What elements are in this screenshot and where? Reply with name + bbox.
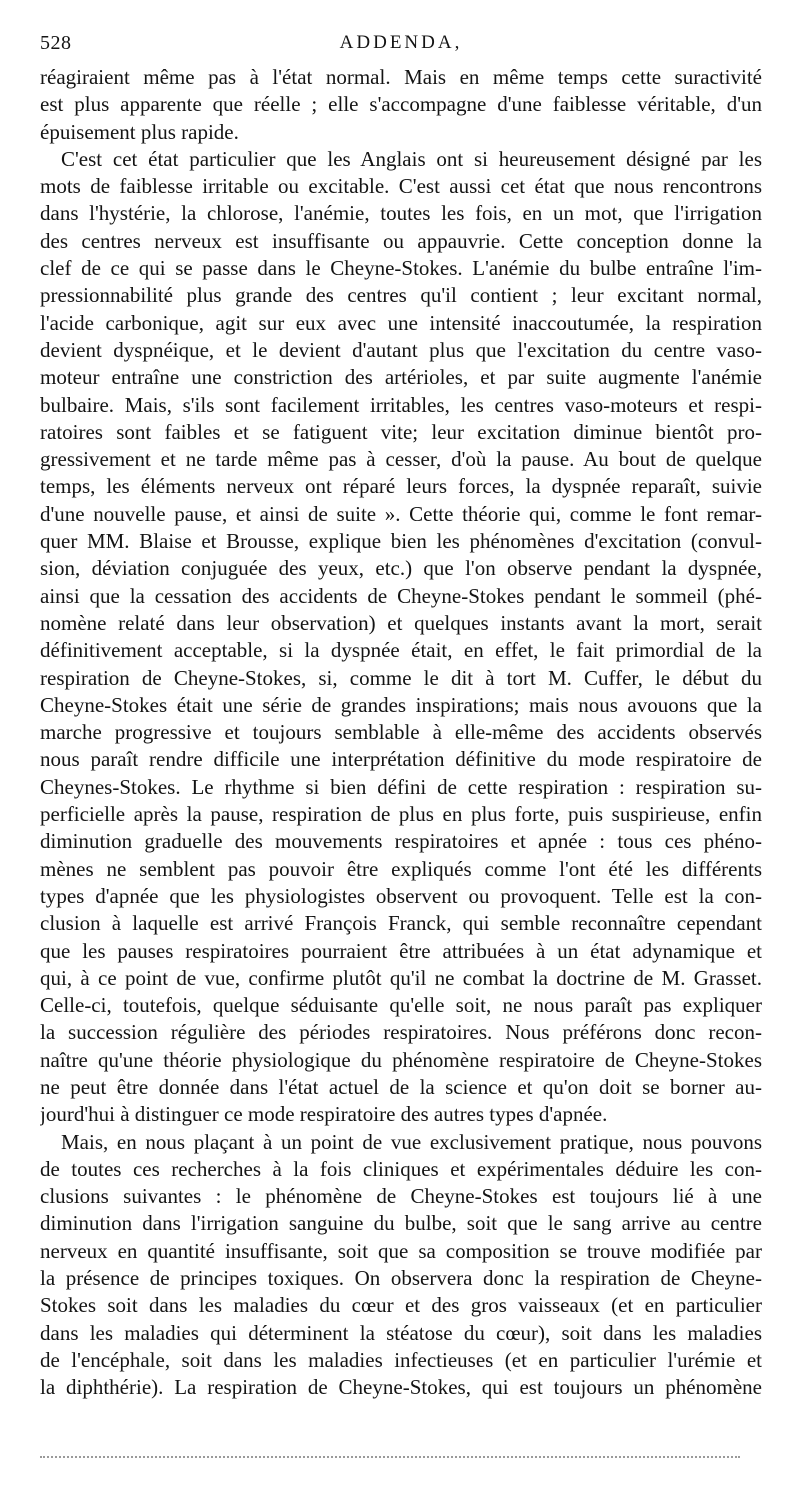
text-line: la diphthérie). La respiration de Cheyne-Stokes, qui est toujours un phénomène	[40, 1375, 762, 1400]
text-line: naître qu'une théorie physiologique du phénomène respiratoire de Cheyne-Stokes	[40, 1047, 762, 1072]
text-line: ne peut être donnée dans l'état actuel de la science et qu'on doit se borner au-	[40, 1074, 762, 1099]
text-line: Cheyne-Stokes était une série de grandes inspirations; mais nous avouons que la	[40, 692, 762, 717]
text-line: nous paraît rendre difficile une interprétation définitive du mode respiratoire de	[40, 747, 762, 772]
page-number: 528	[40, 32, 72, 54]
text-line: gressivement et ne tarde même pas à cesser, d'où la pause. Au bout de quelque	[40, 447, 762, 472]
running-head: ADDENDA,	[339, 32, 463, 53]
text-line: moteur entraîne une constriction des artérioles, et par suite augmente l'anémie	[40, 365, 762, 390]
footer-dotted-rule	[40, 1456, 740, 1458]
text-line: dans l'hystérie, la chlorose, l'anémie, toutes les fois, en un mot, que l'irrigation	[40, 201, 762, 226]
text-line: la succession régulière des périodes respiratoires. Nous préférons donc recon-	[40, 1020, 762, 1045]
paragraph-start-line: C'est cet état particulier que les Anglais ont si heureusement désigné par les	[61, 146, 762, 171]
text-line: est plus apparente que réelle ; elle s'accompagne d'une faiblesse véritable, d'un	[40, 92, 762, 117]
text-line: quer MM. Blaise et Brousse, explique bien les phénomènes d'excitation (convul-	[40, 529, 762, 554]
body-text	[40, 64, 762, 1402]
text-line: qui, à ce point de vue, confirme plutôt qu'il ne combat la doctrine de M. Grasset.	[40, 965, 762, 990]
text-line: perficielle après la pause, respiration de plus en plus forte, puis suspirieuse, enfin	[40, 802, 762, 827]
text-line: épuisement plus rapide.	[40, 119, 239, 144]
text-line: dans les maladies qui déterminent la stéatose du cœur), soit dans les maladies	[40, 1320, 762, 1345]
text-line: temps, les éléments nerveux ont réparé leurs forces, la dyspnée reparaît, suivie	[40, 474, 762, 499]
text-line: Stokes soit dans les maladies du cœur et des gros vaisseaux (et en particulier	[40, 1293, 762, 1318]
text-line: d'une nouvelle pause, et ainsi de suite ». Cette théorie qui, comme le font remar-	[40, 501, 762, 526]
text-line: clusions suivantes : le phénomène de Cheyne-Stokes est toujours lié à une	[40, 1184, 762, 1209]
text-line: pressionnabilité plus grande des centres qu'il contient ; leur excitant normal,	[40, 283, 762, 308]
text-line: la présence de principes toxiques. On observera donc la respiration de Cheyne-	[40, 1266, 762, 1291]
text-line: respiration de Cheyne-Stokes, si, comme le dit à tort M. Cuffer, le début du	[40, 665, 762, 690]
text-line: ratoires sont faibles et se fatiguent vite; leur excitation diminue bientôt pro-	[40, 419, 762, 444]
text-line: types d'apnée que les physiologistes observent ou provoquent. Telle est la con-	[40, 883, 762, 908]
text-line: clusion à laquelle est arrivé François Franck, qui semble reconnaître cependant	[40, 911, 762, 936]
text-line: de l'encéphale, soit dans les maladies infectieuses (et en particulier l'urémie et	[40, 1347, 762, 1372]
text-line: mènes ne semblent pas pouvoir être expliqués comme l'ont été les différents	[40, 856, 762, 881]
text-line: marche progressive et toujours semblable à elle-même des accidents observés	[40, 720, 762, 745]
text-line: diminution dans l'irrigation sanguine du bulbe, soit que le sang arrive au centre	[40, 1211, 762, 1236]
text-line: que les pauses respiratoires pourraient être attribuées à un état adynamique et	[40, 938, 762, 963]
text-line: bulbaire. Mais, s'ils sont facilement irritables, les centres vaso-moteurs et respi-	[40, 392, 762, 417]
text-line: nomène relaté dans leur observation) et quelques instants avant la mort, serait	[40, 610, 762, 635]
text-line: nerveux en quantité insuffisante, soit que sa composition se trouve modifiée par	[40, 1238, 762, 1263]
text-line: des centres nerveux est insuffisante ou appauvrie. Cette conception donne la	[40, 228, 762, 253]
text-line: réagiraient même pas à l'état normal. Mais en même temps cette suractivité	[40, 65, 762, 89]
text-line: diminution graduelle des mouvements respiratoires et apnée : tous ces phéno-	[40, 829, 762, 854]
text-line: Cheynes-Stokes. Le rhythme si bien défini de cette respiration : respiration su-	[40, 774, 762, 799]
text-line: mots de faiblesse irritable ou excitable. C'est aussi cet état que nous rencontrons	[40, 174, 762, 199]
text-line: de toutes ces recherches à la fois cliniques et expérimentales déduire les con-	[40, 1156, 762, 1181]
text-line: ainsi que la cessation des accidents de Cheyne-Stokes pendant le sommeil (phé-	[40, 583, 762, 608]
page-header	[40, 32, 762, 58]
text-line: Celle-ci, toutefois, quelque séduisante qu'elle soit, ne nous paraît pas expliquer	[40, 993, 762, 1018]
text-line: définitivement acceptable, si la dyspnée était, en effet, le fait primordial de la	[40, 638, 762, 663]
text-line: l'acide carbonique, agit sur eux avec une intensité inaccoutumée, la respiration	[40, 310, 762, 335]
text-line: clef de ce qui se passe dans le Cheyne-Stokes. L'anémie du bulbe entraîne l'im-	[40, 256, 762, 281]
text-line: jourd'hui à distinguer ce mode respiratoire des autres types d'apnée.	[40, 1102, 608, 1127]
paragraph-start-line: Mais, en nous plaçant à un point de vue exclusivement pratique, nous pouvons	[61, 1129, 762, 1154]
text-line: sion, déviation conjuguée des yeux, etc.) que l'on observe pendant la dyspnée,	[40, 556, 762, 581]
text-line: devient dyspnéique, et le devient d'autant plus que l'excitation du centre vaso-	[40, 337, 762, 362]
